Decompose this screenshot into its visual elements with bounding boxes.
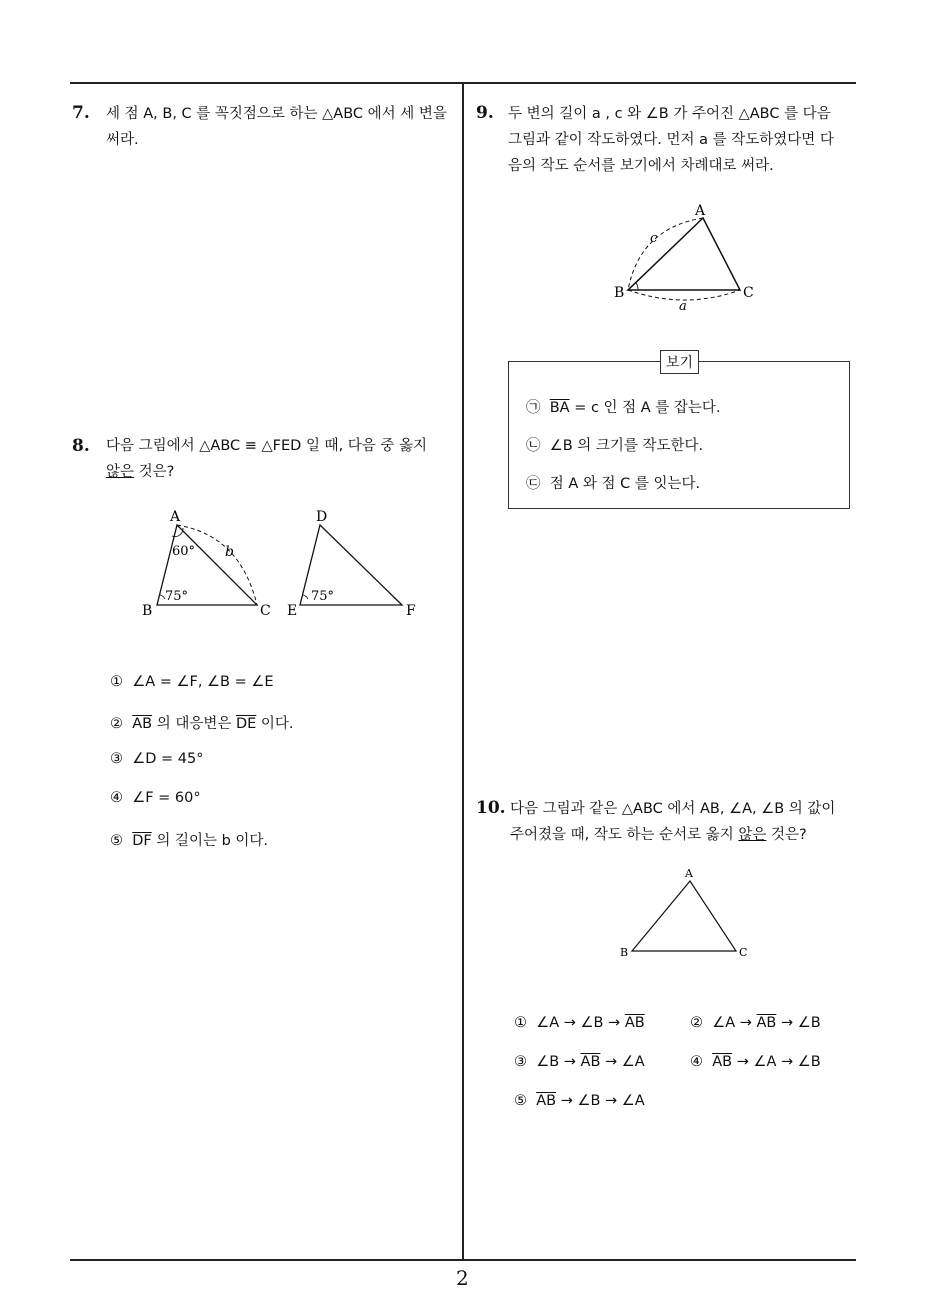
- q10-underline-word: 않은: [738, 827, 767, 843]
- q10-number: 10.: [476, 798, 506, 818]
- q9-text-line-1: 두 변의 길이 a , c 와 ∠B 가 주어진 △ABC 를 다음: [508, 106, 831, 122]
- q7-text-line-2: 써라.: [106, 132, 139, 148]
- q10-option-5[interactable]: ⑤ $\overline{AB}$ → ∠B → ∠A: [514, 1093, 645, 1109]
- q8-number: 8.: [72, 436, 90, 456]
- column-divider: [462, 82, 464, 1260]
- q9-figure: [605, 200, 765, 315]
- q8-text-line-2: 않은 것은?: [106, 464, 175, 480]
- label-C: C: [743, 285, 754, 301]
- angle-label-A: 60°: [172, 544, 196, 559]
- q10-option-1[interactable]: ① ∠A → ∠B → $\overline{AB}$: [514, 1015, 645, 1031]
- label-A: A: [170, 509, 181, 525]
- q10-option-4[interactable]: ④ $\overline{AB}$ → ∠A → ∠B: [690, 1054, 821, 1070]
- example-item-1: ㉠ $\overline{BA} = c$ 인 점 A 를 잡는다.: [526, 400, 721, 416]
- label-D: D: [316, 509, 328, 525]
- label-A: A: [695, 203, 706, 219]
- label-F: F: [406, 603, 416, 619]
- q8-underline-word: 않은: [106, 464, 135, 480]
- q7-text: [106, 101, 456, 153]
- q9-text-line-3: 음의 작도 순서를 보기에서 차례대로 써라.: [508, 158, 774, 174]
- label-B: B: [620, 946, 629, 959]
- angle-label-E: 75°: [311, 589, 335, 604]
- q8-text: [106, 433, 456, 485]
- q9-text-line-2: 그림과 같이 작도하였다. 먼저 a 를 작도하였다면 다: [508, 132, 834, 148]
- example-item-2: ㉡ ∠B 의 크기를 작도한다.: [526, 438, 704, 454]
- q10-option-2[interactable]: ② ∠A → $\overline{AB}$ → ∠B: [690, 1015, 821, 1031]
- side-label-a: a: [679, 299, 687, 314]
- label-C: C: [260, 603, 271, 619]
- example-box-title: 보기: [660, 350, 699, 374]
- example-item-3: ㉢ 점 A 와 점 C 를 잇는다.: [526, 476, 701, 492]
- q8-option-5[interactable]: ⑤ $\overline{DF}$ 의 길이는 b 이다.: [110, 833, 269, 849]
- q10-figure: [612, 865, 757, 965]
- angle-label-B: 75°: [165, 589, 189, 604]
- label-C: C: [739, 946, 748, 959]
- q10-option-3[interactable]: ③ ∠B → $\overline{AB}$ → ∠A: [514, 1054, 645, 1070]
- q8-option-1[interactable]: ① ∠A = ∠F, ∠B = ∠E: [110, 674, 274, 690]
- bottom-rule: [70, 1259, 856, 1261]
- q8-option-3[interactable]: ③ ∠D = 45°: [110, 751, 204, 767]
- label-A: A: [685, 867, 693, 880]
- label-B: B: [614, 285, 625, 301]
- q8-text-line-1: 다음 그림에서 △ABC ≡ △FED 일 때, 다음 중 옳지: [106, 438, 428, 454]
- side-label-c: c: [650, 231, 658, 246]
- q9-text: [508, 101, 858, 179]
- q8-option-2[interactable]: ② $\overline{AB}$ 의 대응변은 $\overline{DE}$ 이다.: [110, 716, 294, 732]
- q8-option-4[interactable]: ④ ∠F = 60°: [110, 790, 201, 806]
- q10-text-line-1: 다음 그림과 같은 △ABC 에서 AB, ∠A, ∠B 의 값이: [510, 801, 836, 817]
- page-number: 2: [456, 1266, 469, 1290]
- q10-text-line-2: 주어졌을 때, 작도 하는 순서로 옳지 않은 것은?: [510, 827, 807, 843]
- q7-number: 7.: [72, 103, 90, 123]
- q10-text: [510, 796, 860, 848]
- label-E: E: [287, 603, 298, 619]
- side-label-b: b: [225, 544, 234, 560]
- q8-figure: [130, 500, 430, 625]
- q7-text-line-1: 세 점 A, B, C 를 꼭짓점으로 하는 △ABC 에서 세 변을: [106, 106, 447, 122]
- q9-number: 9.: [476, 103, 494, 123]
- label-B: B: [142, 603, 153, 619]
